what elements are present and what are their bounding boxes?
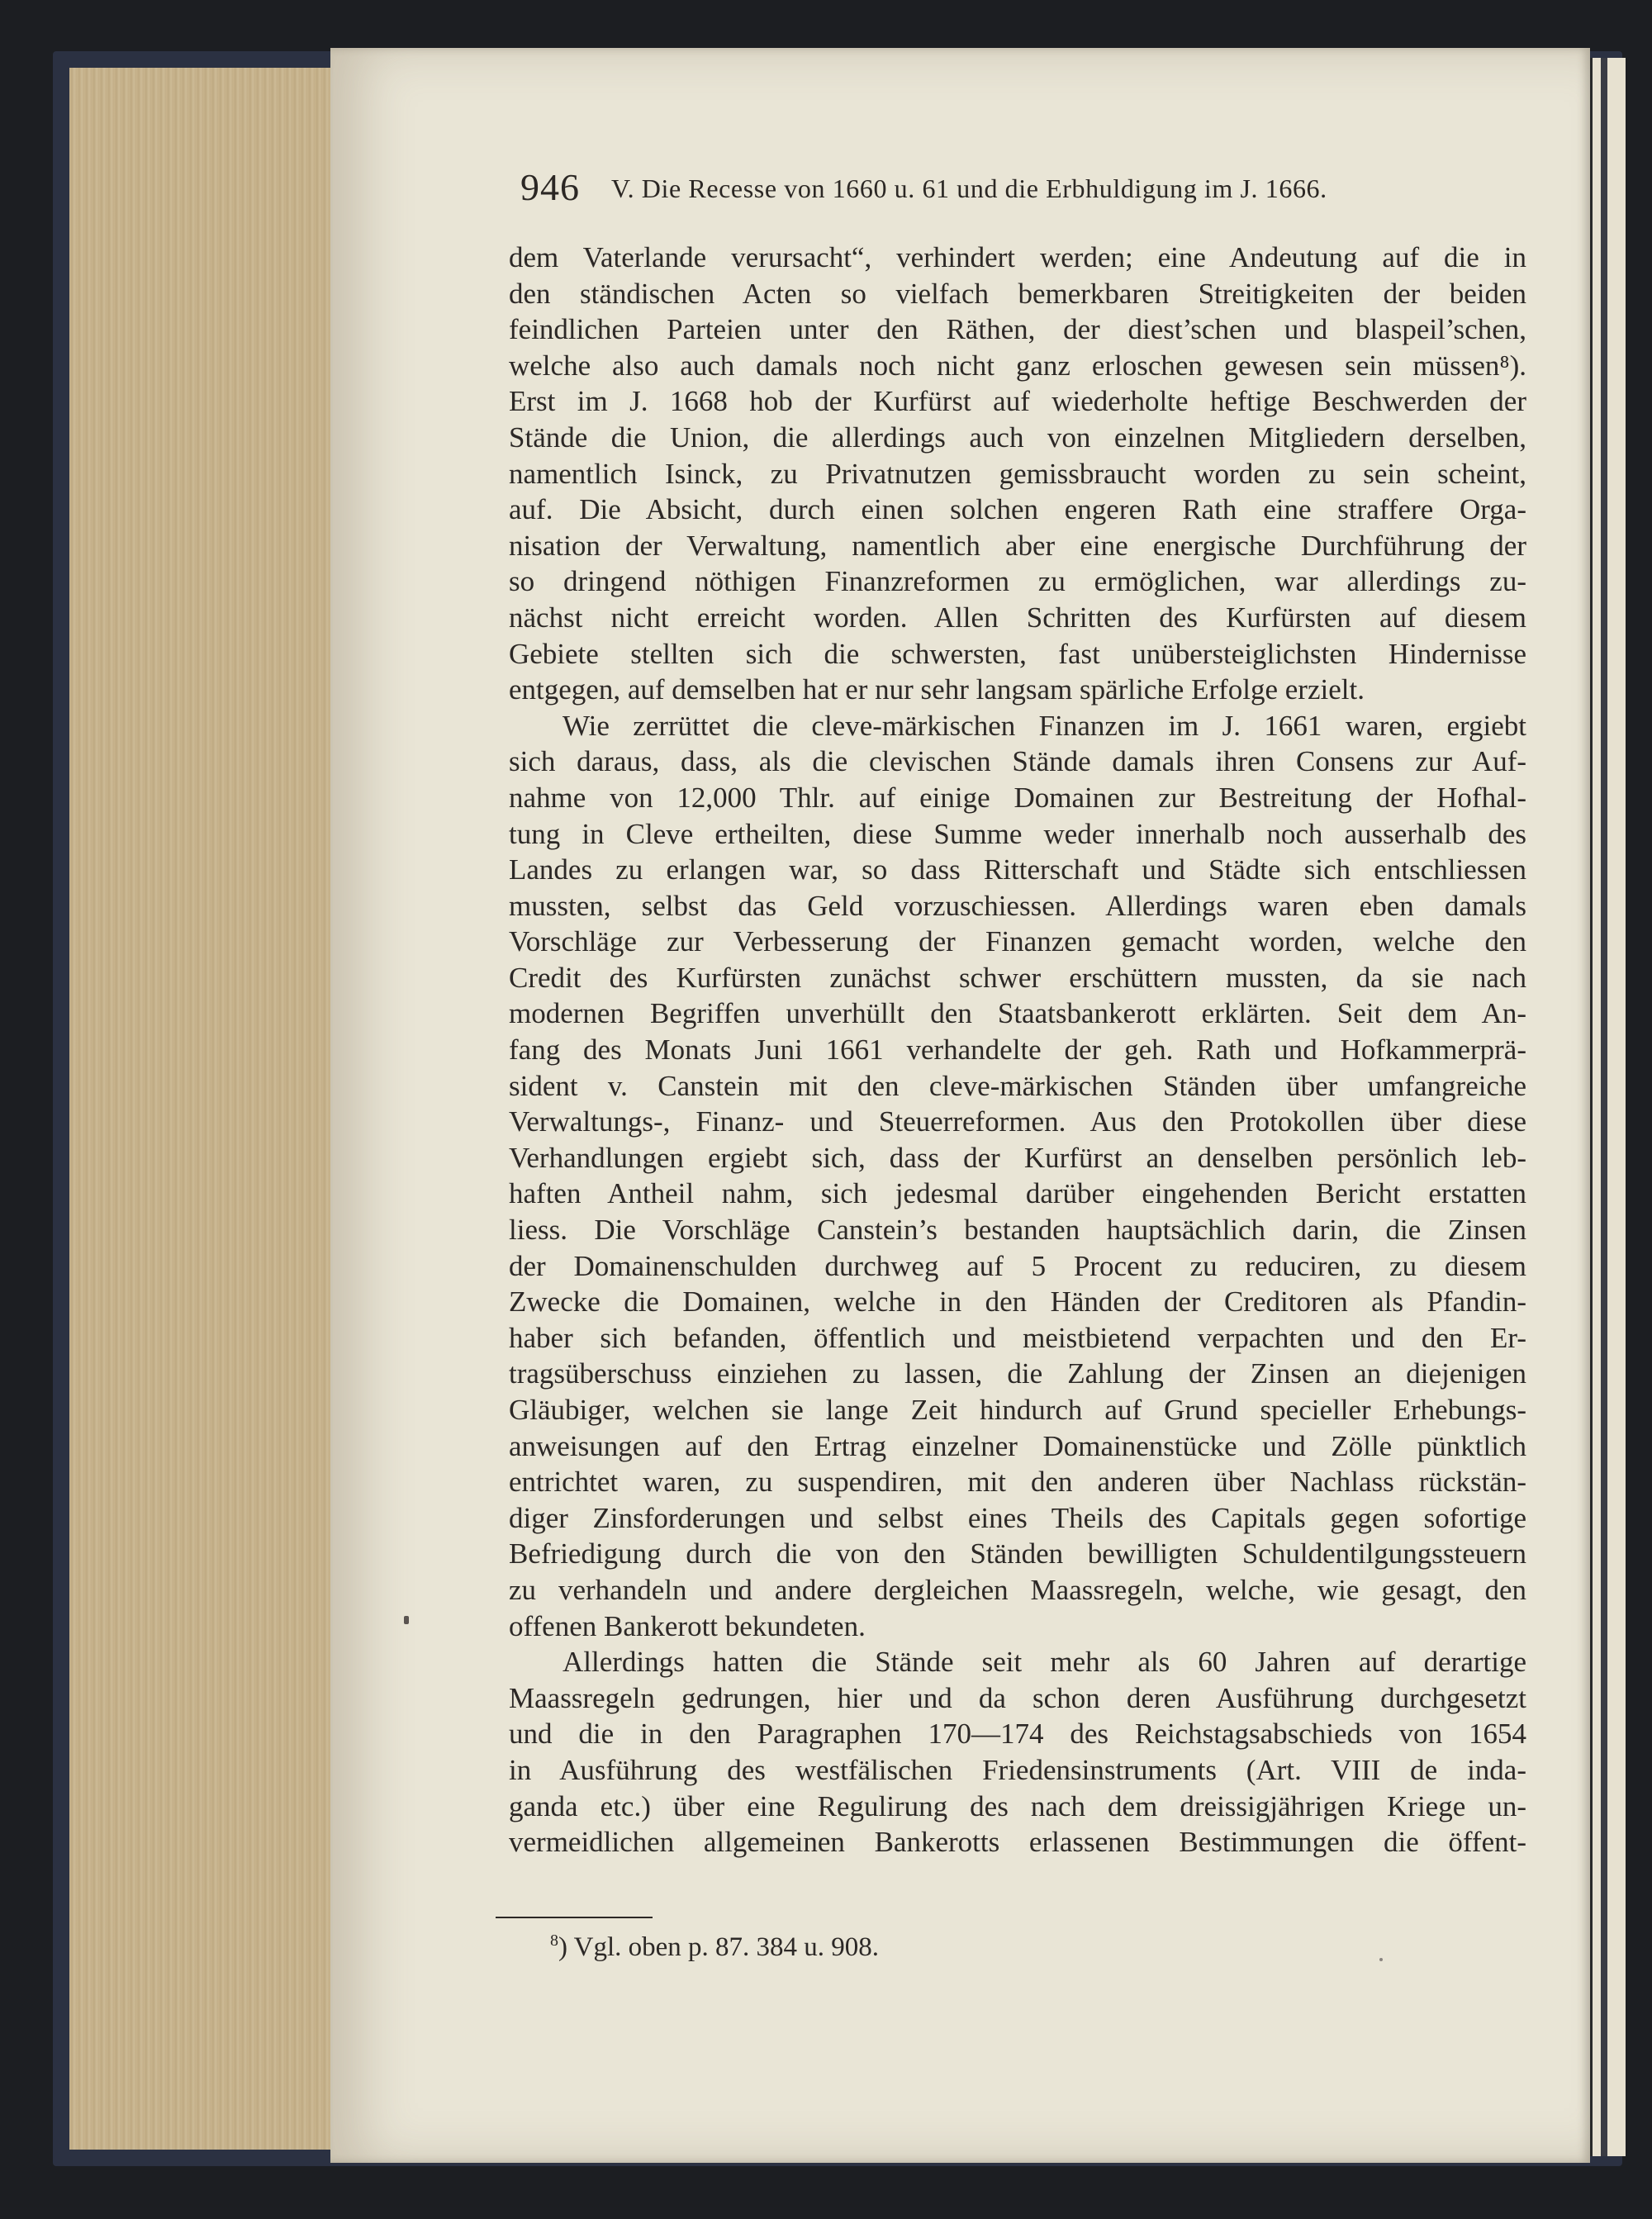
text-line: Verhandlungen ergiebt sich, dass der Kurfürst an denselben persönlich leb- bbox=[509, 1141, 1526, 1174]
text-line: fang des Monats Juni 1661 verhandelte der geh. Rath und Hofkammerprä- bbox=[509, 1033, 1526, 1067]
text-line: tragsüberschuss einziehen zu lassen, die Zahlung der Zinsen an diejenigen bbox=[509, 1357, 1526, 1390]
text-line: sich daraus, dass, als die clevischen Stände damals ihren Consens zur Auf- bbox=[509, 745, 1526, 778]
text-line: tung in Cleve ertheilten, diese Summe weder innerhalb noch ausserhalb des bbox=[509, 817, 1526, 850]
text-line: Landes zu erlangen war, so dass Ritterschaft und Städte sich entschliessen bbox=[509, 853, 1526, 886]
text-line: in Ausführung des westfälischen Friedensinstruments (Art. VIII de inda- bbox=[509, 1753, 1526, 1786]
page-block-edge bbox=[69, 68, 344, 2150]
text-line: Befriedigung durch die von den Ständen bewilligten Schuldentilgungssteuern bbox=[509, 1537, 1526, 1570]
text-line: Erst im J. 1668 hob der Kurfürst auf wiederholte heftige Beschwerden der bbox=[509, 385, 1526, 418]
footnote bbox=[550, 1932, 879, 1963]
text-line: entrichtet waren, zu suspendiren, mit den anderen über Nachlass rückstän- bbox=[509, 1466, 1526, 1499]
text-line: feindlichen Parteien unter den Räthen, der diest’schen und blaspeil’schen, bbox=[509, 313, 1526, 346]
text-line: den ständischen Acten so vielfach bemerkbaren Streitigkeiten der beiden bbox=[509, 277, 1526, 310]
footnote-rule bbox=[496, 1917, 653, 1918]
text-line: auf. Die Absicht, durch einen solchen engeren Rath eine straffere Orga- bbox=[509, 493, 1526, 526]
text-line: der Domainenschulden durchweg auf 5 Procent zu reduciren, zu diesem bbox=[509, 1249, 1526, 1282]
text-line: welche also auch damals noch nicht ganz erloschen gewesen sein müssen⁸). bbox=[509, 349, 1526, 382]
text-line: modernen Begriffen unverhüllt den Staatsbankerott erklärten. Seit dem An- bbox=[509, 997, 1526, 1030]
binding-shadow bbox=[1601, 58, 1607, 2156]
running-head: V. Die Recesse von 1660 u. 61 und die Erbhuldigung im J. 1666. bbox=[611, 173, 1327, 203]
text-line: diger Zinsforderungen und selbst eines Theils des Capitals gegen sofortige bbox=[509, 1501, 1526, 1534]
body-text bbox=[509, 240, 1526, 1860]
page-header bbox=[520, 165, 1528, 215]
text-line: sident v. Canstein mit den cleve-märkischen Ständen über umfangreiche bbox=[509, 1069, 1526, 1102]
paper-speck bbox=[1379, 1958, 1383, 1961]
text-line: entgegen, auf demselben hat er nur sehr langsam spärliche Erfolge erzielt. bbox=[509, 673, 1365, 706]
text-line: Zwecke die Domainen, welche in den Händen der Creditoren als Pfandin- bbox=[509, 1285, 1526, 1319]
margin-mark bbox=[404, 1616, 409, 1624]
text-line: ganda etc.) über eine Regulirung des nach dem dreissigjährigen Kriege un- bbox=[509, 1789, 1526, 1822]
text-line: offenen Bankerott bekundeten. bbox=[509, 1609, 866, 1642]
text-line: Credit des Kurfürsten zunächst schwer erschüttern mussten, da sie nach bbox=[509, 961, 1526, 994]
text-line: Stände die Union, die allerdings auch von einzelnen Mitgliedern derselben, bbox=[509, 421, 1526, 454]
text-line: so dringend nöthigen Finanzreformen zu ermöglichen, war allerdings zu- bbox=[509, 565, 1526, 598]
footnote-marker: 8 bbox=[550, 1932, 558, 1950]
page-number: 946 bbox=[520, 166, 580, 208]
text-line: Wie zerrüttet die cleve-märkischen Finanzen im J. 1661 waren, ergiebt bbox=[563, 709, 1526, 742]
text-line: Allerdings hatten die Stände seit mehr als 60 Jahren auf derartige bbox=[563, 1646, 1526, 1679]
text-line: Gläubiger, welchen sie lange Zeit hindurch auf Grund specieller Erhebungs- bbox=[509, 1394, 1526, 1426]
text-line: zu verhandeln und andere dergleichen Maassregeln, welche, wie gesagt, den bbox=[509, 1573, 1526, 1606]
text-line: haften Antheil nahm, sich jedesmal darüber eingehenden Bericht erstatten bbox=[509, 1177, 1526, 1210]
text-line: Verwaltungs-, Finanz- und Steuerreformen. Aus den Protokollen über diese bbox=[509, 1105, 1526, 1138]
text-line: anweisungen auf den Ertrag einzelner Domainenstücke und Zölle pünktlich bbox=[509, 1429, 1526, 1462]
text-line: und die in den Paragraphen 170—174 des Reichstagsabschieds von 1654 bbox=[509, 1718, 1526, 1751]
text-line: namentlich Isinck, zu Privatnutzen gemissbraucht worden zu sein scheint, bbox=[509, 457, 1526, 490]
text-line: nahme von 12,000 Thlr. auf einige Domainen zur Bestreitung der Hofhal- bbox=[509, 781, 1526, 814]
text-line: dem Vaterlande verursacht“, verhindert werden; eine Andeutung auf die in bbox=[509, 241, 1526, 273]
text-line: haber sich befanden, öffentlich und meistbietend verpachten und den Er- bbox=[509, 1321, 1526, 1354]
text-line: nächst nicht erreicht worden. Allen Schritten des Kurfürsten auf diesem bbox=[509, 601, 1526, 634]
footnote-text: ) Vgl. oben p. 87. 384 u. 908. bbox=[558, 1932, 880, 1962]
text-line: vermeidlichen allgemeinen Bankerotts erlassenen Bestimmungen die öffent- bbox=[509, 1826, 1526, 1859]
text-line: mussten, selbst das Geld vorzuschiessen. Allerdings waren eben damals bbox=[509, 889, 1526, 922]
text-line: Vorschläge zur Verbesserung der Finanzen gemacht worden, welche den bbox=[509, 925, 1526, 958]
text-line: Maassregeln gedrungen, hier und da schon deren Ausführung durchgesetzt bbox=[509, 1681, 1526, 1714]
text-line: liess. Die Vorschläge Canstein’s bestanden hauptsächlich darin, die Zinsen bbox=[509, 1214, 1526, 1247]
text-line: Gebiete stellten sich die schwersten, fast unübersteiglichsten Hindernisse bbox=[509, 637, 1526, 670]
text-line: nisation der Verwaltung, namentlich aber eine energische Durchführung der bbox=[509, 529, 1526, 562]
facing-page-edge bbox=[1590, 58, 1626, 2156]
